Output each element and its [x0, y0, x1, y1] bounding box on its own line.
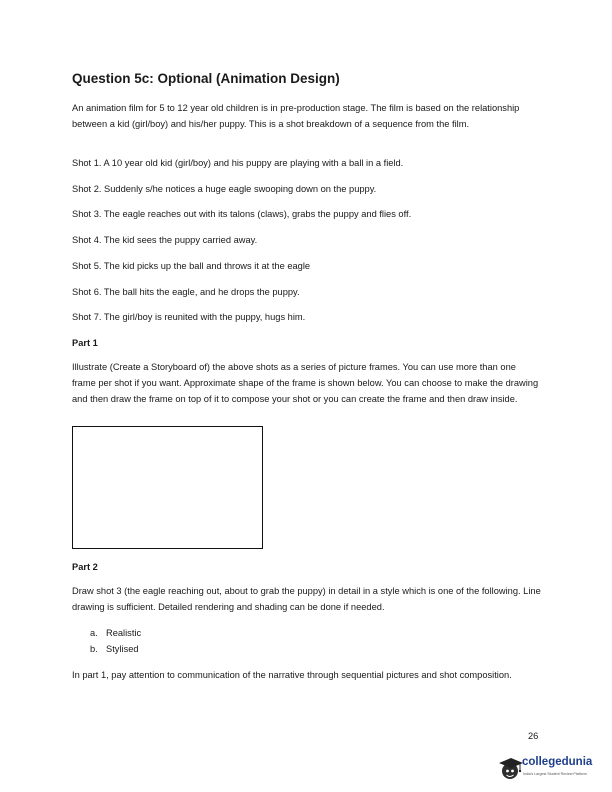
- logo-wordmark: collegedunia: [522, 756, 593, 768]
- shot-6: Shot 6. The ball hits the eagle, and he drops the puppy.: [72, 287, 300, 297]
- question-title: Question 5c: Optional (Animation Design): [72, 71, 340, 86]
- shot-4: Shot 4. The kid sees the puppy carried away.: [72, 235, 258, 245]
- graduation-cap-icon: [498, 755, 524, 783]
- collegedunia-logo: [498, 755, 598, 783]
- option-marker: b.: [90, 644, 98, 654]
- option-marker: a.: [90, 628, 98, 638]
- part2-paragraph: Draw shot 3 (the eagle reaching out, about to grab the puppy) in detail in a style which is one of the following. Line drawing is sufficient. Detailed rendering and shading can be done if needed.: [72, 586, 541, 612]
- closing-paragraph: In part 1, pay attention to communication of the narrative through sequential pictures and shot composition.: [72, 670, 512, 680]
- part1-paragraph: Illustrate (Create a Storyboard of) the above shots as a series of picture frames. You can use more than one frame per shot if you want. Approximate shape of the frame is shown below. You can choose to make the drawing and then draw the frame on top of it to compose your shot or you can create the frame and then draw inside.: [72, 362, 539, 404]
- option-label: Stylised: [106, 644, 139, 654]
- shot-7: Shot 7. The girl/boy is reunited with the puppy, hugs him.: [72, 312, 306, 322]
- option-stylised: [90, 644, 139, 654]
- intro-paragraph: An animation film for 5 to 12 year old children is in pre-production stage. The film is based on the relationship between a kid (girl/boy) and his/her puppy. This is a shot breakdown of a sequence from the film.: [72, 103, 520, 129]
- shot-2: Shot 2. Suddenly s/he notices a huge eagle swooping down on the puppy.: [72, 184, 377, 194]
- option-realistic: [90, 628, 141, 638]
- shot-1: Shot 1. A 10 year old kid (girl/boy) and his puppy are playing with a ball in a field.: [72, 158, 404, 168]
- page-number: 26: [528, 731, 539, 741]
- logo-tagline: India's Largest Student Review Platform: [523, 772, 587, 776]
- option-label: Realistic: [106, 628, 142, 638]
- shot-5: Shot 5. The kid picks up the ball and throws it at the eagle: [72, 261, 311, 271]
- part2-heading: Part 2: [72, 562, 98, 572]
- shot-3: Shot 3. The eagle reaches out with its talons (claws), grabs the puppy and flies off.: [72, 209, 412, 219]
- part1-heading: Part 1: [72, 338, 98, 348]
- storyboard-frame-example: [72, 426, 263, 549]
